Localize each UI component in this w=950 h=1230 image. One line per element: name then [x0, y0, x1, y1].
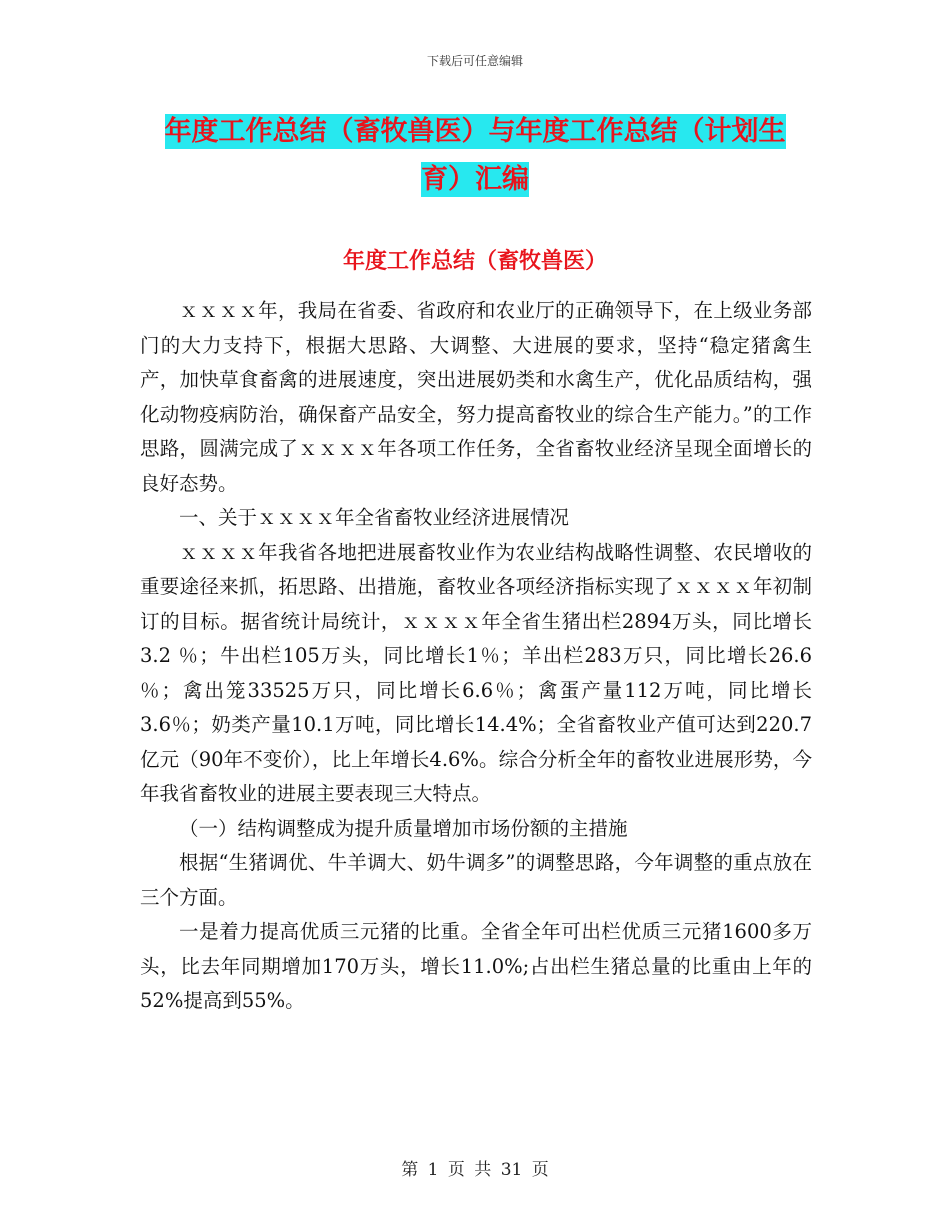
section-title: 年度工作总结（畜牧兽医） [342, 249, 607, 274]
title-line-2: 育）汇编 [421, 164, 529, 195]
paragraph-subheading: （一）结构调整成为提升质量增加市场份额的主措施 [179, 816, 628, 840]
paragraph: 根据“生猪调优、牛羊调大、奶牛调多”的调整思路，今年调整的重点放在三个方面。 [140, 851, 812, 909]
paragraph-heading: 一、关于ｘｘｘｘ年全省畜牧业经济进展情况 [179, 506, 570, 529]
header-note: 下载后可任意编辑 [426, 54, 523, 68]
document-title [140, 108, 810, 204]
page-footer: 第 1 页 共 31 页 [401, 1160, 549, 1180]
title-line-1: 年度工作总结（畜牧兽医）与年度工作总结（计划生 [164, 116, 786, 147]
body-text [140, 294, 812, 1019]
paragraph: ｘｘｘｘ年我省各地把进展畜牧业作为农业结构战略性调整、农民增收的重要途径来抓，拓思路、出措施，畜牧业各项经济指标实现了ｘｘｘｘ年初制订的目标。据省统计局统计，ｘｘｘｘ年全省生猪出栏2894万头，同比增长3.2 ％；牛出栏105万头，同比增长1％；羊出栏283万只，同比增长26.6 ％；禽出笼33525万只，同比增长6.6％；禽蛋产量112万吨，同比增长3.6％；奶类产量10.1万吨，同比增长14.4%；全省畜牧业产值可达到220.7亿元（90年不变价），比上年增长4.6%。综合分析全年的畜牧业进展形势，今年我省畜牧业的进展主要表现三大特点。 [140, 540, 812, 805]
paragraph: 一是着力提高优质三元猪的比重。全省全年可出栏优质三元猪1600多万头，比去年同期增加170万头，增长11.0%;占出栏生猪总量的比重由上年的52%提高到55%。 [140, 920, 812, 1012]
paragraph: ｘｘｘｘ年，我局在省委、省政府和农业厅的正确领导下，在上级业务部门的大力支持下，根据大思路、大调整、大进展的要求，坚持“稳定猪禽生产，加快草食畜禽的进展速度，突出进展奶类和水禽生产，优化品质结构，强化动物疫病防治，确保畜产品安全，努力提高畜牧业的综合生产能力。”的工作思路，圆满完成了ｘｘｘｘ年各项工作任务，全省畜牧业经济呈现全面增长的良好态势。 [140, 299, 812, 495]
